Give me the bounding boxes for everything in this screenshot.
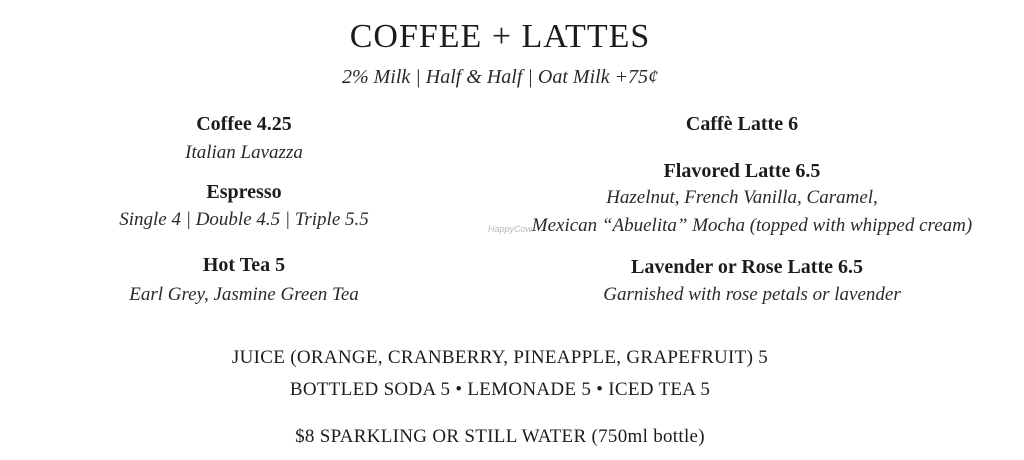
hot-tea-item-desc: Earl Grey, Jasmine Green Tea — [129, 284, 359, 305]
menu-title: COFFEE + LATTES — [349, 18, 651, 55]
lavender-rose-latte-desc: Garnished with rose petals or lavender — [603, 284, 901, 305]
coffee-item-desc: Italian Lavazza — [185, 142, 303, 163]
juice-line: JUICE (ORANGE, CRANBERRY, PINEAPPLE, GRAPEFRUIT) 5 — [231, 347, 769, 368]
lavender-rose-latte-item-name: Lavender or Rose Latte 6.5 — [630, 256, 863, 278]
espresso-item-name: Espresso — [206, 181, 282, 203]
caffe-latte-item-name: Caffè Latte 6 — [685, 113, 799, 135]
water-line: $8 SPARKLING OR STILL WATER (750ml bottle) — [295, 426, 705, 447]
bottled-drinks-line: BOTTLED SODA 5 • LEMONADE 5 • ICED TEA 5 — [289, 379, 711, 400]
flavored-latte-desc-line2: Mexican “Abuelita” Mocha (topped with whipped cream) — [531, 215, 973, 236]
flavored-latte-item-name: Flavored Latte 6.5 — [663, 160, 821, 182]
happycow-watermark: HappyCow — [488, 224, 533, 234]
flavored-latte-desc-line1: Hazelnut, French Vanilla, Caramel, — [606, 187, 878, 208]
milk-options: 2% Milk | Half & Half | Oat Milk +75¢ — [341, 66, 659, 88]
coffee-item-name: Coffee 4.25 — [196, 113, 292, 135]
hot-tea-item-name: Hot Tea 5 — [202, 254, 286, 276]
espresso-item-desc: Single 4 | Double 4.5 | Triple 5.5 — [119, 209, 369, 230]
